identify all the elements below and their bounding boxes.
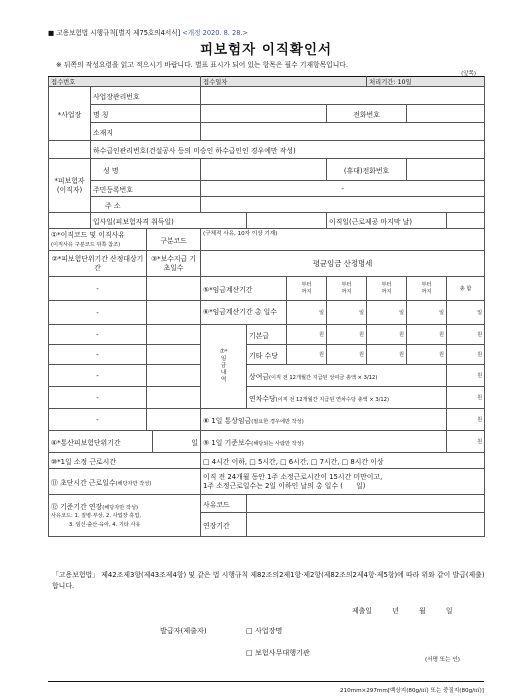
receipt-number-label: 접수번호 — [51, 79, 76, 86]
work-hours-options[interactable] — [201, 453, 485, 469]
receipt-number-cell — [49, 77, 201, 87]
reason-sub-label: (이직사유 구분코드 뒤쪽 참조) — [51, 241, 121, 248]
period-col3-header — [147, 251, 201, 277]
wage-days-1[interactable] — [287, 301, 327, 325]
wage-period-text: ⑤*임금계산기간 — [203, 285, 253, 294]
to-text: 까지 — [341, 288, 352, 295]
total-period-input[interactable] — [153, 431, 201, 453]
workplace-name-input[interactable] — [201, 105, 327, 123]
pay-days-4[interactable] — [147, 345, 201, 365]
amendment-text: <개정 2020. 8. 28.> — [182, 29, 249, 37]
bonus-label — [247, 365, 447, 387]
standard-pay-text: ⑨ 1일 기준보수 — [203, 438, 252, 447]
base-pay-3[interactable] — [367, 325, 407, 345]
won-unit: 원 — [477, 395, 483, 401]
day-unit: 일 — [191, 438, 199, 447]
page-title: 피보험자 이직확인서 — [199, 42, 333, 58]
annual-leave-label — [247, 387, 447, 409]
annual-leave-note: (이직 전 12개월간 지급된 연차수당 총액 × 3/12) — [275, 396, 390, 403]
sub-contractor-cell[interactable] — [91, 141, 485, 159]
bonus-text: 상여금 — [249, 372, 269, 381]
ordinary-wage-input[interactable] — [447, 409, 485, 431]
sub-contractor-label: 하수급인관리번호 — [93, 146, 147, 155]
other-allowance-total[interactable] — [447, 345, 485, 365]
leave-date-input[interactable] — [447, 213, 485, 229]
won-unit: 원 — [359, 352, 365, 358]
issuer-label: 발급자(제출자) — [160, 626, 207, 635]
processing-period-cell — [367, 77, 485, 87]
workplace-address-label — [91, 123, 201, 141]
insured-address-text: 주 소 — [105, 201, 121, 210]
pay-days-2[interactable] — [147, 301, 201, 325]
work-hours-label — [49, 453, 201, 469]
leave-date-text: 이직일(근로제공 마지막 날) — [329, 217, 413, 226]
paper-spec: 210mm×297mm[백상지(80g/㎡) 또는 중질지(80g/㎡)] — [339, 688, 484, 694]
from-text: 부터 — [421, 282, 432, 288]
period-dash: - — [96, 350, 99, 359]
extension-code-text: 사유코드 — [203, 500, 230, 509]
from-text: 부터 — [301, 282, 312, 288]
short-time-line2: 1주 소정근로일수는 2일 이하인 날의 총 일수 ( — [203, 481, 343, 490]
annual-leave-text: 연차수당 — [249, 394, 276, 403]
reason-label: ①*이직코드 및 이직사유 — [51, 230, 125, 239]
insured-name-input[interactable] — [201, 159, 327, 181]
won-unit: 원 — [319, 332, 325, 338]
won-unit: 원 — [439, 352, 445, 358]
bonus-input[interactable] — [447, 365, 485, 387]
submission-date[interactable]: 제출일 년 월 일 — [352, 607, 453, 615]
ordinary-wage-label — [201, 409, 447, 431]
insured-address-label — [91, 197, 201, 213]
annual-leave-input[interactable] — [447, 387, 485, 409]
page-side-label: (앞쪽) — [461, 71, 476, 77]
extension-codes-line2: 3. 임신·출산·육아, 4. 기타 사유 — [69, 521, 141, 528]
day-unit: 일 — [359, 310, 365, 316]
period-dash: - — [96, 330, 99, 339]
hire-date-input[interactable] — [247, 213, 327, 229]
extension-label-cell — [49, 495, 201, 537]
period-dash: - — [96, 371, 99, 380]
period-row-3[interactable] — [49, 325, 147, 345]
period-row-5[interactable] — [49, 365, 147, 387]
notice-text: ※ 뒤쪽의 작성요령을 읽고 적으시기 바랍니다. 별표 표시가 되어 있는 항목은 필수 기재항목입니다. — [56, 61, 349, 69]
wage-days-label — [201, 301, 287, 325]
workplace-section-text: *사업장 — [57, 110, 82, 119]
won-unit: 원 — [477, 439, 483, 445]
insured-regno-label — [91, 181, 201, 197]
other-allowance-2[interactable] — [327, 345, 367, 365]
standard-pay-label — [201, 431, 447, 453]
wage-days-text: ⑥*임금계산기간 총 일수 — [203, 308, 277, 317]
other-allowance-text: 기타 수당 — [249, 351, 278, 360]
hire-date-label — [91, 213, 247, 229]
won-unit: 원 — [477, 352, 483, 358]
form-reference — [48, 27, 248, 37]
receipt-date-cell — [201, 77, 367, 87]
period-col2-header — [49, 251, 147, 277]
pay-days-6[interactable] — [147, 387, 201, 409]
workplace-mgmt-input[interactable] — [201, 87, 485, 105]
short-time-note: (해당자만 작성) — [115, 480, 152, 487]
wage-days-4[interactable] — [407, 301, 447, 325]
insured-spacer-cell — [49, 213, 91, 229]
wage-period-1[interactable] — [287, 277, 327, 301]
regno-dash: - — [341, 184, 344, 193]
insured-section-text: *피보험자 — [54, 176, 85, 185]
period-dash: - — [96, 284, 99, 293]
wage-detail-label — [201, 325, 247, 409]
signature-label: (서명 또는 인) — [425, 657, 460, 663]
work-hours-checkboxes[interactable]: □ 4시간 이하, □ 5시간, □ 6시간, □ 7시간, □ 8시간 이상 — [203, 457, 384, 466]
to-text: 까지 — [381, 288, 392, 295]
short-time-label — [49, 469, 201, 495]
other-allowance-label — [247, 345, 287, 365]
won-unit: 원 — [477, 373, 483, 379]
extension-codes-line1: 사유코드: 1. 질병·부상, 2. 사업장 휴업, — [51, 513, 141, 520]
base-pay-2[interactable] — [327, 325, 367, 345]
work-hours-text: ⑩*1일 소정 근로시간 — [51, 457, 116, 466]
pay-days-7[interactable] — [147, 409, 201, 431]
won-unit: 원 — [477, 417, 483, 423]
workplace-name-checkbox[interactable]: □ 사업장명 — [246, 626, 283, 635]
insured-mobile-text: (휴대)전화번호 — [343, 166, 390, 175]
to-text: 까지 — [421, 288, 432, 295]
other-allowance-4[interactable] — [407, 345, 447, 365]
period-col3-text: ③*보수지급 기초일수 — [150, 254, 197, 272]
reason-code-label-cell — [147, 229, 201, 251]
period-dash: - — [96, 415, 99, 424]
workplace-phone-input[interactable] — [407, 105, 485, 123]
period-dash: - — [96, 393, 99, 402]
short-time-unit: 일) — [356, 481, 366, 490]
standard-pay-note: (해당되는 사람만 작성) — [251, 440, 304, 447]
base-pay-label — [247, 325, 287, 345]
processing-period-label: 처리기간: 10일 — [369, 79, 412, 86]
extension-period-input[interactable] — [247, 513, 485, 537]
base-pay-text: 기본급 — [249, 331, 269, 340]
to-text: 까지 — [301, 288, 312, 295]
period-row-6[interactable] — [49, 387, 147, 409]
period-dash: - — [96, 308, 99, 317]
won-unit: 원 — [477, 332, 483, 338]
other-allowance-1[interactable] — [287, 345, 327, 365]
day-unit: 일 — [477, 310, 483, 316]
base-pay-1[interactable] — [287, 325, 327, 345]
total-period-label — [49, 431, 153, 453]
form-table — [48, 76, 485, 537]
won-unit: 원 — [439, 332, 445, 338]
wage-period-3[interactable] — [367, 277, 407, 301]
other-allowance-3[interactable] — [367, 345, 407, 365]
period-row-1[interactable] — [49, 277, 147, 301]
won-unit: 원 — [399, 332, 405, 338]
period-row-7[interactable] — [49, 409, 147, 431]
workplace-spacer-cell — [49, 141, 91, 159]
reason-label-cell — [49, 229, 147, 251]
wage-period-2[interactable] — [327, 277, 367, 301]
short-time-line1: 이직 전 24개월 동안 1주 소정근로시간이 15시간 미만이고, — [203, 472, 383, 481]
receipt-date-label: 접수일자 — [203, 79, 228, 86]
wage-period-4[interactable] — [407, 277, 447, 301]
insured-mobile-label — [327, 159, 407, 181]
insured-regno-text: 주민등록번호 — [93, 185, 133, 194]
workplace-address-input[interactable] — [201, 123, 485, 141]
won-unit: 원 — [399, 352, 405, 358]
pay-days-3[interactable] — [147, 325, 201, 345]
from-text: 부터 — [341, 282, 352, 288]
statement-text: 「고용보험법」 제42조제3항(제43조제4항) 및 같은 법 시행규칙 제82조의2제1항·제2항(제82조의2제4항·제5항)에 따라 위와 같이 발급(제출)합니다. — [52, 571, 485, 591]
insured-section-label — [49, 159, 91, 213]
total-period-text: ④*통산피보험단위기간 — [51, 438, 121, 447]
wage-detail-text: ⑦*임금내역 — [219, 349, 228, 383]
ordinary-wage-text: ⑧ 1일 통상임금 — [203, 416, 252, 425]
workplace-section-label — [49, 87, 91, 141]
insured-mobile-input[interactable] — [407, 159, 485, 181]
ordinary-wage-note: (필요한 경우에만 작성) — [251, 418, 304, 425]
insured-section-sub: (이직자) — [56, 185, 83, 194]
bottom-rule — [48, 681, 484, 682]
day-unit: 일 — [439, 310, 445, 316]
reason-note: (구체적 사유, 10자 이상 기재) — [203, 231, 278, 237]
workplace-name-text: 명 칭 — [93, 110, 109, 119]
period-row-2[interactable] — [49, 301, 147, 325]
period-row-4[interactable] — [49, 345, 147, 365]
reason-detail-input[interactable] — [201, 229, 485, 251]
wage-period-total — [447, 277, 485, 301]
extension-note: (해당자만 작성) — [102, 504, 138, 511]
workplace-address-text: 소재지 — [93, 128, 113, 137]
insured-address-input[interactable] — [201, 197, 485, 213]
short-time-text: ⑪ 초단시간 근로일수 — [51, 478, 116, 487]
wage-title: 평균임금 산정명세 — [312, 259, 373, 268]
extension-code-input[interactable] — [247, 495, 485, 513]
won-unit: 원 — [359, 332, 365, 338]
won-unit: 원 — [319, 352, 325, 358]
standard-pay-input[interactable] — [447, 431, 485, 453]
period-col2-text: ②*피보험단위기간 산정대상기간 — [51, 254, 144, 272]
day-unit: 일 — [399, 310, 405, 316]
workplace-name-label — [91, 105, 201, 123]
insured-name-label — [91, 159, 201, 181]
sub-contractor-note: (건설공사 등의 미승인 하수급인인 경우에만 작성) — [146, 146, 296, 155]
base-pay-total[interactable] — [447, 325, 485, 345]
wage-days-2[interactable] — [327, 301, 367, 325]
from-text: 부터 — [381, 282, 392, 288]
wage-period-label — [201, 277, 287, 301]
wage-days-total[interactable] — [447, 301, 485, 325]
workplace-mgmt-text: 사업장관리번호 — [93, 92, 140, 101]
workplace-phone-text: 전화번호 — [353, 110, 380, 119]
reason-code-label: 구분코드 — [160, 236, 187, 245]
pay-days-1[interactable] — [147, 277, 201, 301]
workplace-mgmt-label — [91, 87, 201, 105]
leave-date-label — [327, 213, 447, 229]
base-pay-4[interactable] — [407, 325, 447, 345]
extension-period-text: 연장기간 — [203, 521, 230, 530]
total-text: 총 합 — [459, 286, 472, 292]
wage-days-3[interactable] — [367, 301, 407, 325]
extension-code-label — [201, 495, 247, 513]
extension-label: ⑫ 기준기간 연장 — [51, 502, 103, 511]
extension-period-label — [201, 513, 247, 537]
insured-regno-input[interactable] — [201, 181, 485, 197]
insured-name-text: 성 명 — [103, 166, 119, 175]
day-unit: 일 — [319, 310, 325, 316]
workplace-phone-label — [327, 105, 407, 123]
wage-title-cell — [201, 251, 485, 277]
agency-checkbox[interactable]: □ 보험사무대행기관 — [246, 648, 310, 657]
bonus-note: (이직 전 12개월간 지급된 상여금 총액 × 3/12) — [269, 374, 378, 381]
pay-days-5[interactable] — [147, 365, 201, 387]
short-time-detail[interactable] — [201, 469, 485, 495]
hire-date-text: 입사일(피보험자격 취득일) — [93, 217, 174, 226]
reference-text: ■ 고용보험법 시행규칙[별지 제75호의4서식] — [48, 29, 181, 37]
